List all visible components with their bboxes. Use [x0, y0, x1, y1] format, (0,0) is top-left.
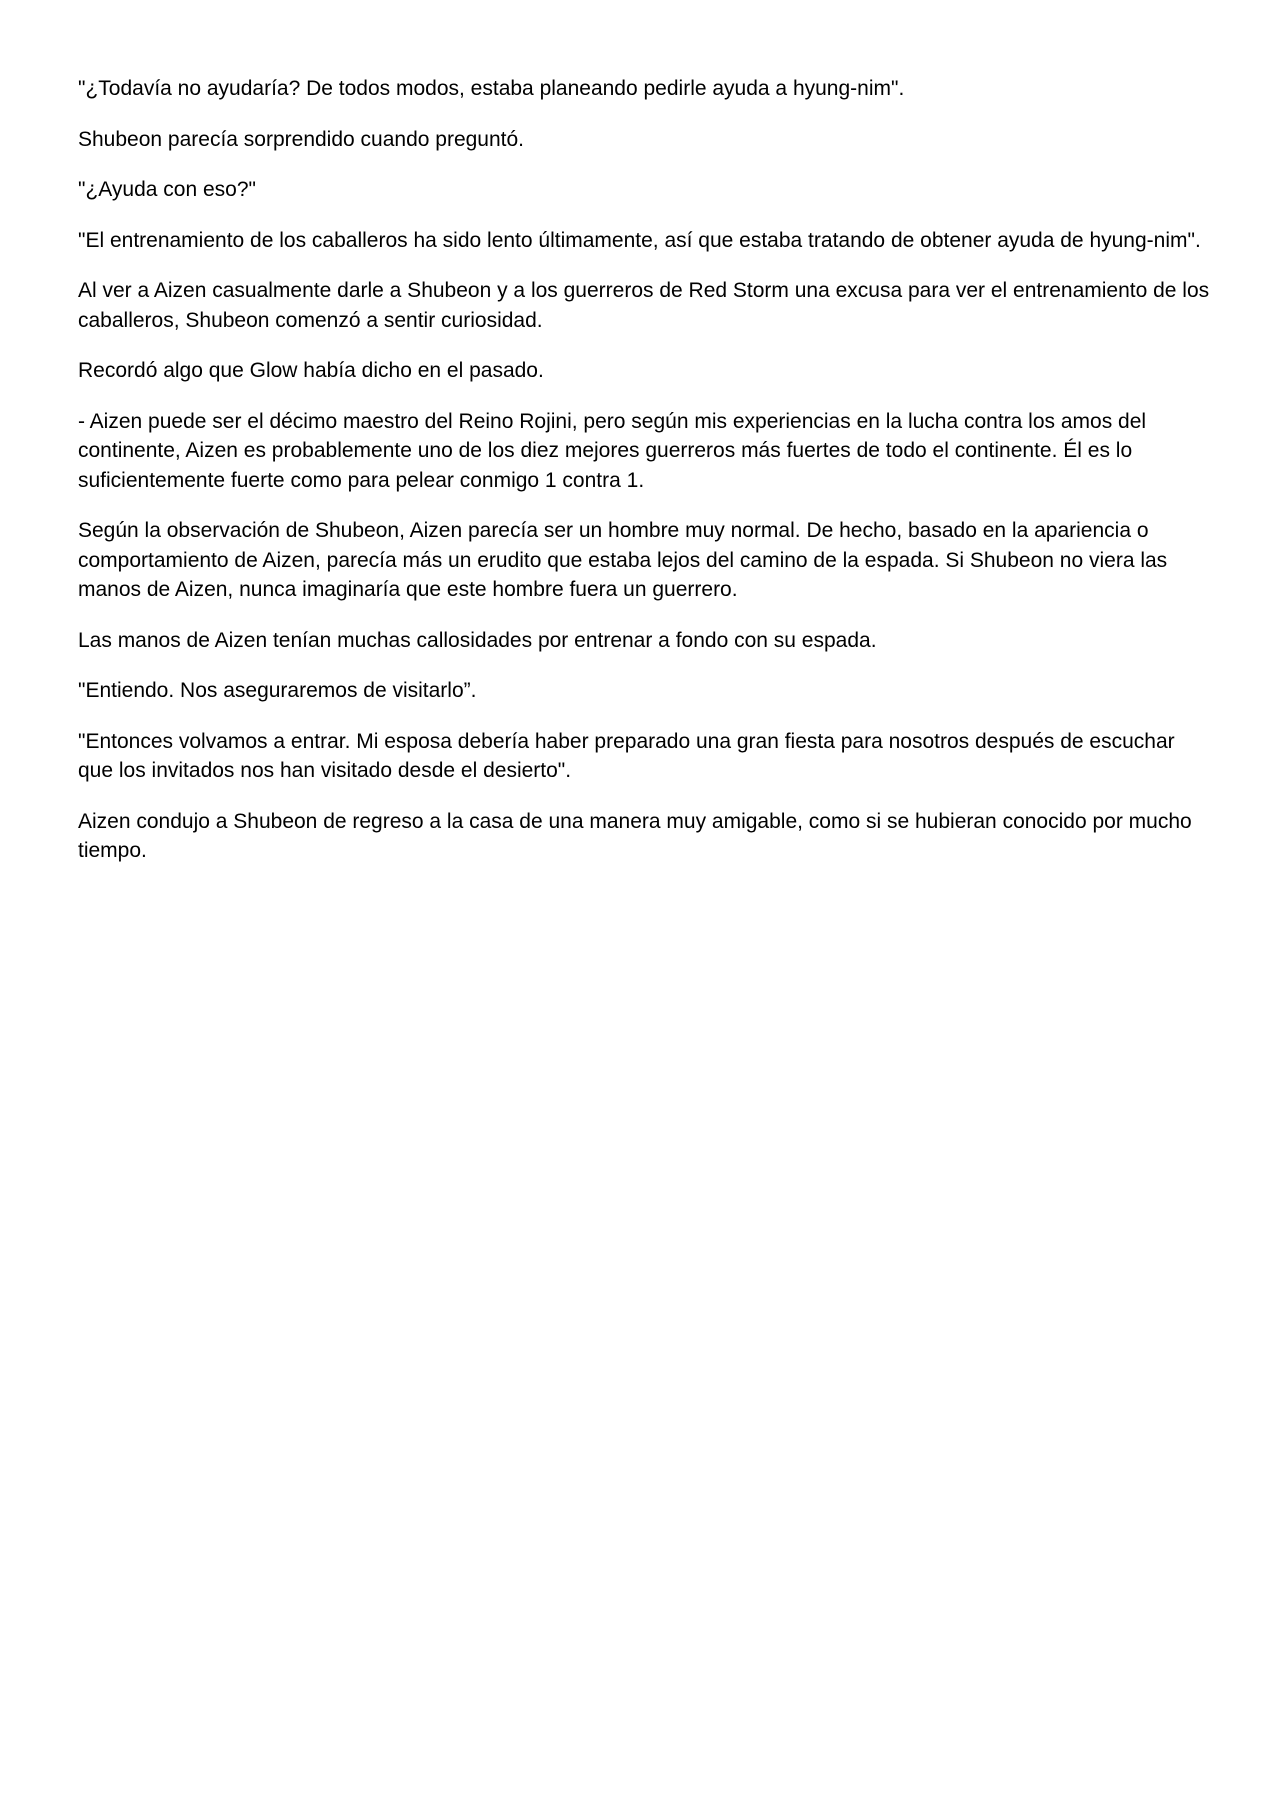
paragraph-8: Según la observación de Shubeon, Aizen parecía ser un hombre muy normal. De hecho, basado en la apariencia o comportamiento de Aizen, parecía más un erudito que estaba lejos del camino de la espada. Si Shubeon no viera las manos de Aizen, nunca imaginaría que este hombre fuera un guerrero.	[78, 519, 1168, 601]
paragraph-5: Al ver a Aizen casualmente darle a Shubeon y a los guerreros de Red Storm una excusa para ver el entrenamiento de los caballeros, Shubeon comenzó a sentir curiosidad.	[78, 279, 1210, 332]
paragraph-9: Las manos de Aizen tenían muchas callosidades por entrenar a fondo con su espada.	[78, 628, 877, 652]
paragraph-10: "Entiendo. Nos aseguraremos de visitarlo”.	[78, 679, 477, 702]
paragraph-2: Shubeon parecía sorprendido cuando preguntó.	[78, 127, 525, 151]
paragraph-3: "¿Ayuda con eso?"	[78, 178, 256, 201]
paragraph-4: "El entrenamiento de los caballeros ha sido lento últimamente, así que estaba tratando de obtener ayuda de hyung-nim".	[78, 228, 1201, 252]
paragraph-12: Aizen condujo a Shubeon de regreso a la casa de una manera muy amigable, como si se hubieran conocido por mucho tiempo.	[78, 809, 1192, 862]
paragraph-1: "¿Todavía no ayudaría? De todos modos, estaba planeando pedirle ayuda a hyung-nim".	[78, 77, 905, 100]
paragraph-7: - Aizen puede ser el décimo maestro del Reino Rojini, pero según mis experiencias en la lucha contra los amos del continente, Aizen es probablemente uno de los diez mejores guerreros más fuertes de todo el continente. Él es lo suficientemente fuerte como para pelear conmigo 1 contra 1.	[78, 409, 1147, 492]
paragraph-6: Recordó algo que Glow había dicho en el pasado.	[78, 359, 544, 382]
paragraph-11: "Entonces volvamos a entrar. Mi esposa debería haber preparado una gran fiesta para nosotros después de escuchar que los invitados nos han visitado desde el desierto".	[78, 729, 1175, 782]
